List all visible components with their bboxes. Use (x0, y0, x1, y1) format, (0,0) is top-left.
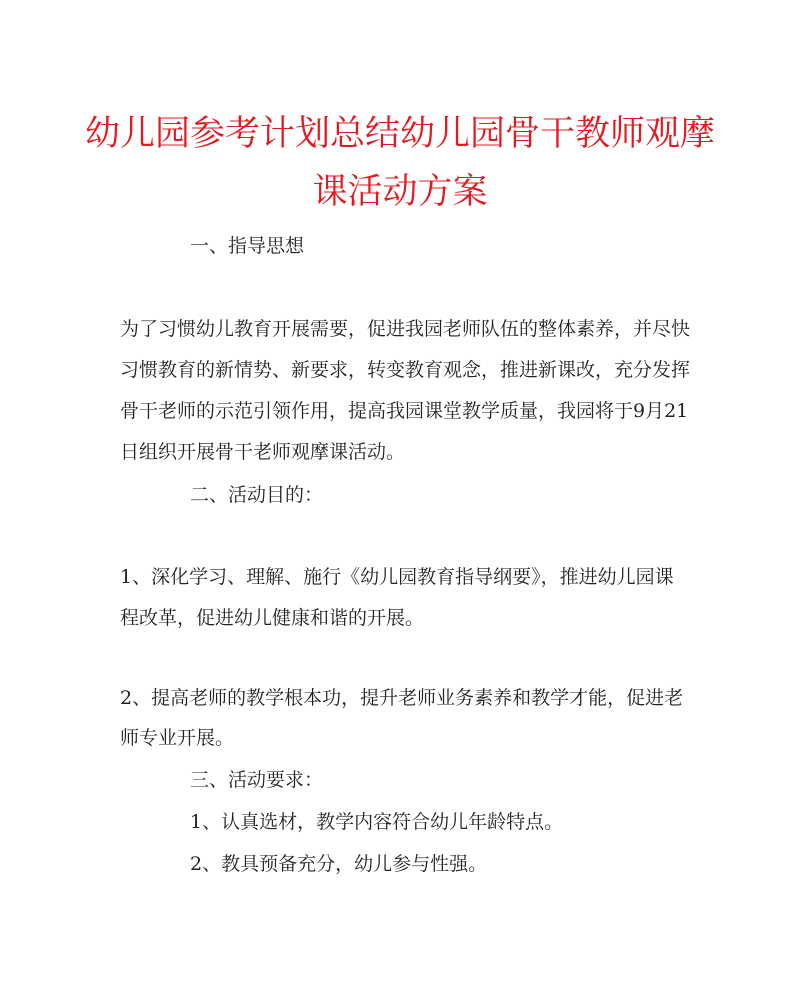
list-item: 2、教具预备充分，幼儿参与性强。 (190, 853, 488, 875)
list-item-line: 1、深化学习、理解、施行《幼儿园教育指导纲要》，推进幼儿园课 (120, 566, 674, 588)
paragraph-line: 骨干老师的示范引领作用，提高我园课堂教学质量，我园将于9月21 (120, 400, 689, 422)
list-item-line: 程改革，促进幼儿健康和谐的开展。 (120, 607, 425, 629)
paragraph-line: 日组织开展骨干老师观摩课活动。 (120, 441, 406, 463)
list-item-line: 师专业开展。 (120, 727, 235, 749)
paragraph-line: 为了习惯幼儿教育开展需要，促进我园老师队伍的整体素养，并尽快 (120, 318, 691, 340)
section-heading-activity-purpose: 二、活动目的： (190, 484, 324, 506)
section-heading-guiding-idea: 一、指导思想 (190, 235, 305, 257)
section-heading-activity-requirements: 三、活动要求： (190, 769, 324, 791)
list-item: 1、认真选材，教学内容符合幼儿年龄特点。 (190, 811, 564, 833)
document-title-line-2: 课活动方案 (312, 172, 488, 212)
paragraph-line: 习惯教育的新情势、新要求，转变教育观念，推进新课改，充分发挥 (120, 359, 691, 381)
document-title-line-1: 幼儿园参考计划总结幼儿园骨干教师观摩 (84, 114, 715, 154)
list-item-line: 2、提高老师的教学根本功，提升老师业务素养和教学才能，促进老 (120, 687, 684, 709)
